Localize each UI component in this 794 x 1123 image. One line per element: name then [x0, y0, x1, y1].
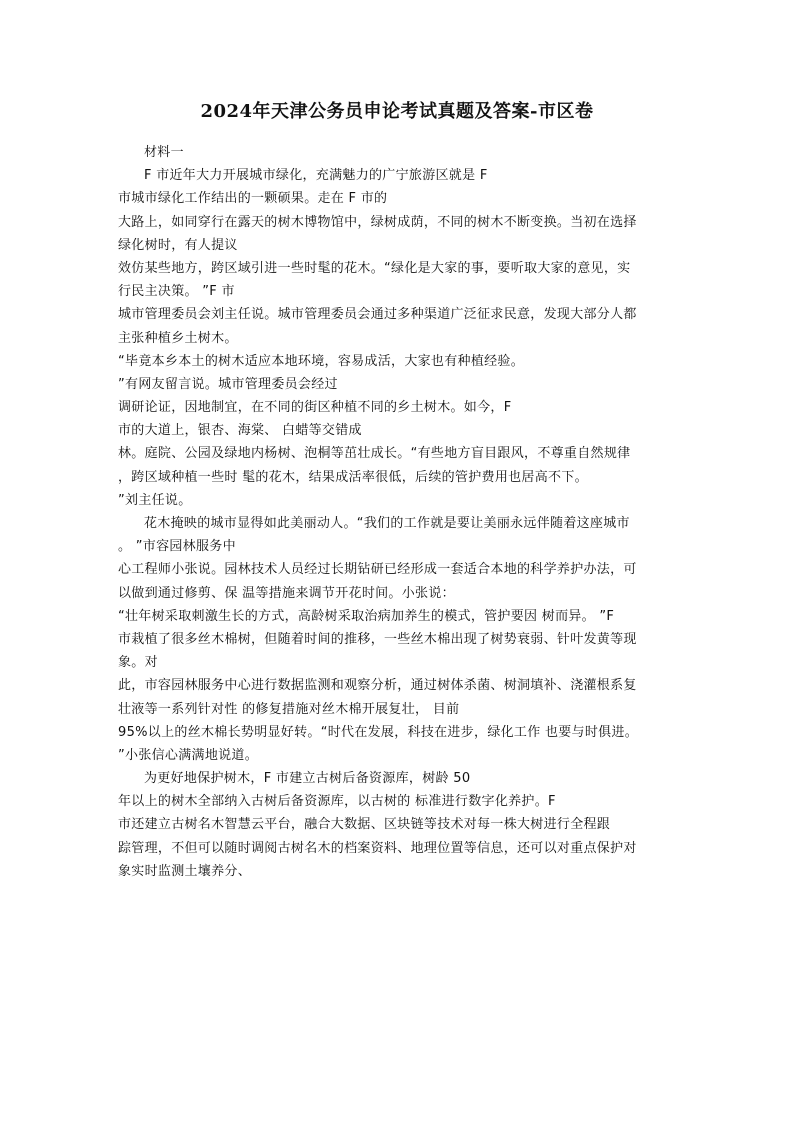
paragraph-line: ”有网友留言说。城市管理委员会经过: [118, 376, 338, 392]
paragraph-line: 绿化树时，有人提议: [118, 237, 238, 253]
paragraph-line: 。 ”市容园林服务中: [118, 539, 236, 555]
paragraph-line: ”刘主任说。: [118, 492, 192, 508]
paragraph-line: ”小张信心满满地说道。: [118, 747, 259, 763]
document-title: 2024年天津公务员申论考试真题及答案-市区卷: [200, 101, 594, 122]
paragraph-line: 壮液等一系列针对性 的修复措施对丝木棉开展复壮， 目前: [118, 701, 460, 717]
paragraph-line: 林。庭院、公园及绿地内杨树、泡桐等茁壮成长。“有些地方盲目跟风，不尊重自然规律: [118, 446, 631, 462]
paragraph-line: 行民主决策。 ”F 市: [118, 284, 235, 300]
paragraph-line: 大路上，如同穿行在露天的树木博物馆中，绿树成荫，不同的树木不断变换。当初在选择: [118, 214, 637, 230]
paragraph-line: ，跨区域种植一些时 髦的花木，结果成活率很低，后续的管护费用也居高不下。: [118, 469, 588, 485]
paragraph-line: 调研论证，因地制宜，在不同的街区种植不同的乡土树木。如今，F: [118, 400, 512, 416]
paragraph-line: 主张种植乡土树木。: [118, 330, 238, 346]
paragraph-line: 踪管理，不但可以随时调阅古树名木的档案资料、地理位置等信息，还可以对重点保护对: [118, 840, 637, 856]
paragraph-line: 95%以上的丝木棉长势明显好转。“时代在发展，科技在进步，绿化工作 也要与时俱进。: [118, 724, 639, 740]
paragraph-line: 市还建立古树名木智慧云平台，融合大数据、区块链等技术对每一株大树进行全程跟: [118, 817, 611, 833]
paragraph-line: 市的大道上，银杏、海棠、 白蜡等交错成: [118, 423, 362, 439]
paragraph-line: “壮年树采取刺激生长的方式，高龄树采取治病加养生的模式，管护要因 树而异。 ”F: [118, 608, 615, 624]
paragraph-line: 效仿某些地方，跨区域引进一些时髦的花木。“绿化是大家的事，要听取大家的意见，实: [118, 260, 631, 276]
paragraph-line: 年以上的树木全部纳入古树后备资源库，以古树的 标准进行数字化养护。F: [118, 794, 556, 810]
paragraph-line: 为更好地保护树木，F 市建立古树后备资源库，树龄 50: [144, 771, 471, 787]
paragraph-line: 花木掩映的城市显得如此美丽动人。“我们的工作就是要让美丽永远伴随着这座城市: [144, 516, 630, 531]
paragraph-line: 心工程师小张说。园林技术人员经过长期钻研已经形成一套适合本地的科学养护办法，可: [118, 562, 637, 578]
paragraph-line: 市栽植了很多丝木棉树，但随着时间的推移，一些丝木棉出现了树势衰弱、针叶发黄等现: [118, 631, 637, 647]
paragraph-line: “毕竟本乡本土的树木适应本地环境，容易成活，大家也有种植经验。: [118, 353, 525, 369]
paragraph-line: 市城市绿化工作结出的一颗硕果。走在 F 市的: [118, 191, 388, 207]
paragraph-line: 象实时监测土壤养分、: [118, 863, 252, 879]
paragraph-line: F 市近年大力开展城市绿化，充满魅力的广宁旅游区就是 F: [144, 168, 488, 184]
paragraph-line: 城市管理委员会刘主任说。城市管理委员会通过多种渠道广泛征求民意，发现大部分人都: [118, 307, 637, 323]
paragraph-line: 以做到通过修剪、保 温等措施来调节开花时间。小张说：: [118, 585, 455, 601]
paragraph-line: 象。对: [118, 655, 158, 671]
document-body: [118, 141, 678, 883]
paragraph-line: 材料一: [144, 145, 184, 160]
paragraph-line: 此，市容园林服务中心进行数据监测和观察分析，通过树体杀菌、树洞填补、浇灌根系复: [118, 678, 637, 694]
